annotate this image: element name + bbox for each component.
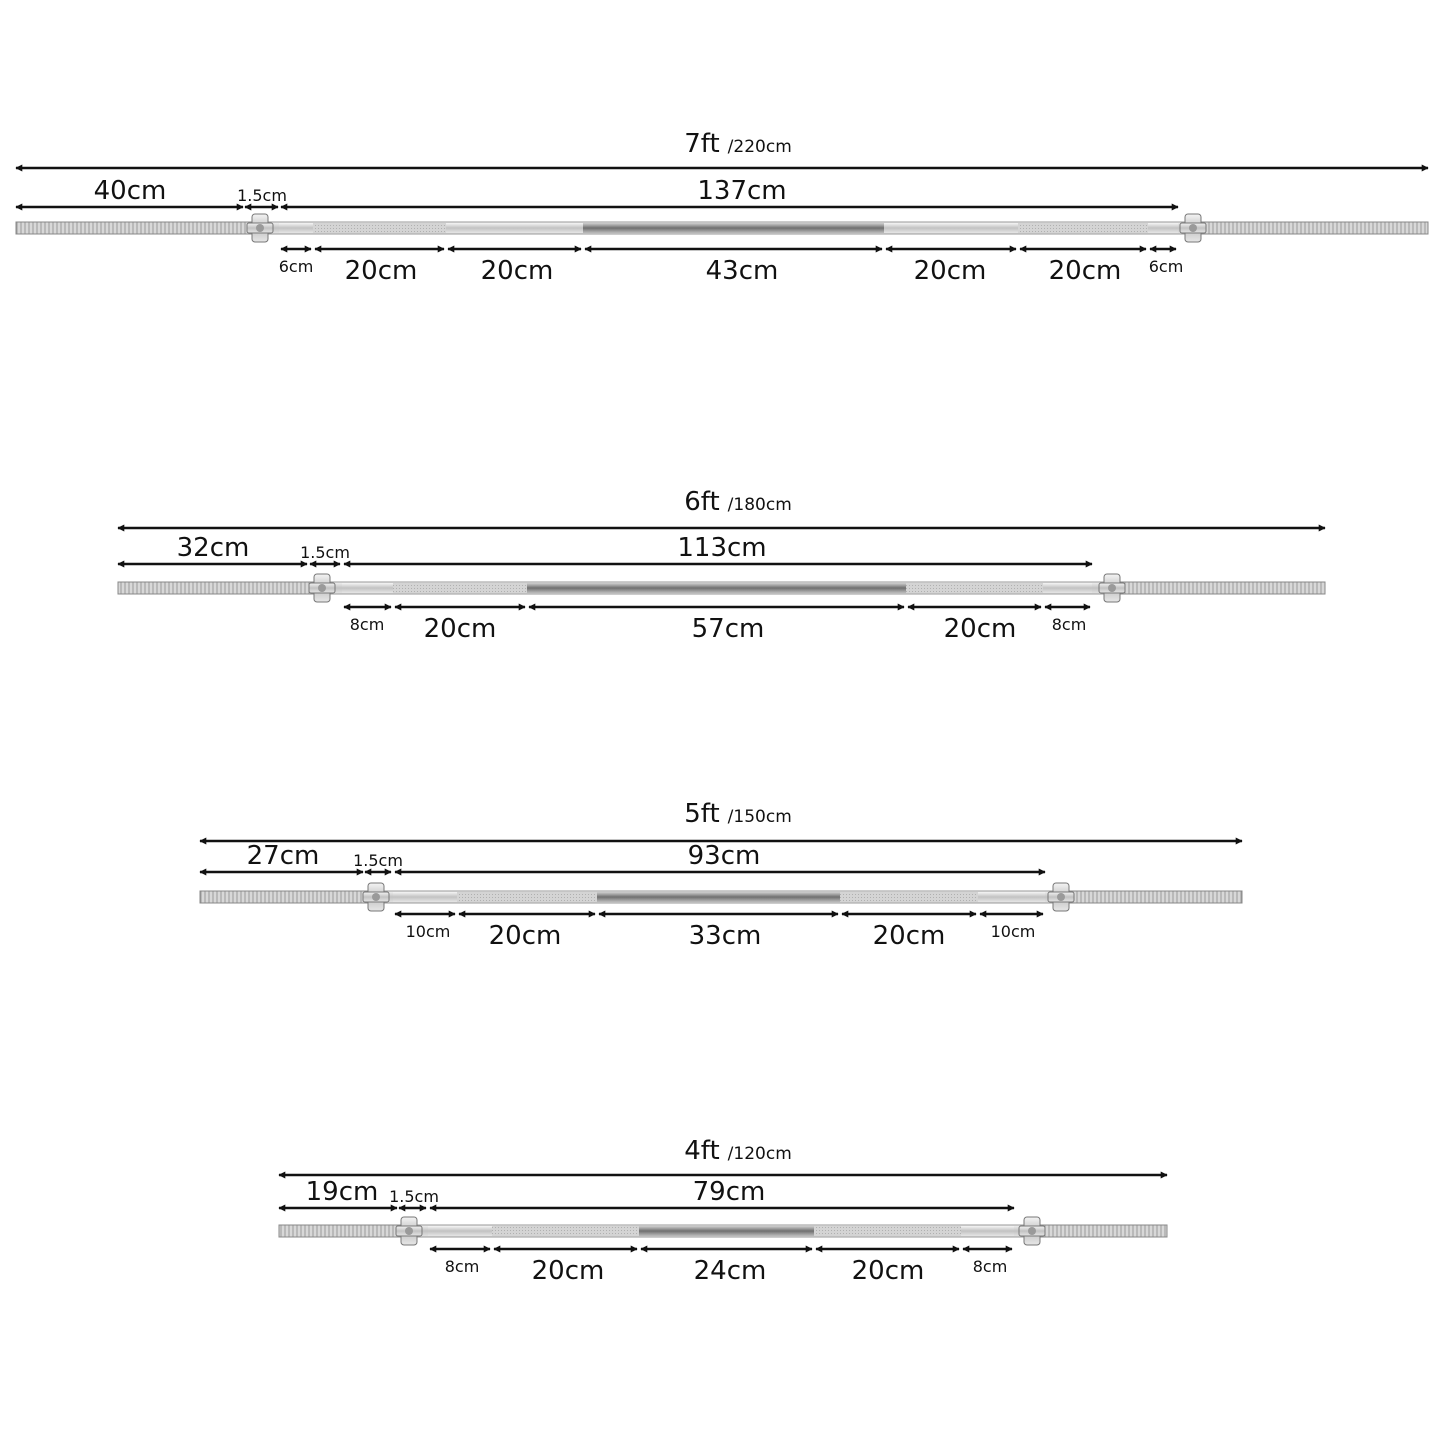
top-dimension-label: 1.5cm — [300, 543, 350, 562]
top-dimension-label: 1.5cm — [237, 186, 287, 205]
shaft-section — [906, 583, 1043, 593]
bottom-dimension-label: 20cm — [943, 614, 1017, 644]
top-dimension-label: 93cm — [687, 841, 761, 871]
shaft-section — [1018, 223, 1148, 233]
top-dimension-label: 32cm — [176, 533, 250, 563]
top-dimension-label: 40cm — [93, 176, 167, 206]
shaft-section — [840, 892, 978, 902]
bottom-dimension-label: 10cm — [990, 922, 1036, 941]
top-dimension-label: 27cm — [246, 841, 320, 871]
center-grip-section — [583, 223, 884, 233]
bottom-dimension-label: 20cm — [488, 921, 562, 951]
barbell-5ft — [200, 799, 1242, 951]
shaft-section — [814, 1226, 961, 1236]
bottom-dimension-label: 20cm — [1048, 256, 1122, 286]
shaft-section — [393, 892, 457, 902]
left-sleeve-thread — [16, 222, 252, 234]
right-sleeve-thread — [1120, 582, 1325, 594]
bottom-dimension-label: 8cm — [972, 1257, 1008, 1276]
left-sleeve-thread — [200, 891, 368, 903]
bar-title-metric: /180cm — [727, 495, 792, 515]
bar-title — [684, 1136, 792, 1166]
bar-title-length: 5ft — [684, 799, 720, 829]
bar-title — [684, 487, 792, 517]
bottom-dimension-label: 20cm — [872, 921, 946, 951]
bar-title-metric: /220cm — [727, 137, 792, 157]
bottom-dimension-label: 20cm — [851, 1256, 925, 1286]
top-dimension-label: 1.5cm — [389, 1187, 439, 1206]
bottom-dimension-label: 24cm — [693, 1256, 767, 1286]
shaft-section — [342, 583, 393, 593]
shaft-section — [446, 223, 583, 233]
shaft-section — [978, 892, 1045, 902]
bar-title-length: 6ft — [684, 487, 720, 517]
left-collar — [309, 574, 335, 602]
barbell-6ft — [118, 487, 1325, 644]
left-collar — [363, 883, 389, 911]
shaft-section — [457, 892, 597, 902]
left-collar — [396, 1217, 422, 1245]
left-sleeve-thread — [118, 582, 314, 594]
bar-title-length: 4ft — [684, 1136, 720, 1166]
top-dimension-label: 137cm — [697, 176, 787, 206]
right-sleeve-thread — [1069, 891, 1242, 903]
barbell-4ft — [279, 1136, 1167, 1286]
shaft-section — [961, 1226, 1014, 1236]
shaft-section — [1148, 223, 1178, 233]
bar-title-length: 7ft — [684, 129, 720, 159]
top-dimension-label: 113cm — [677, 533, 767, 563]
shaft-section — [1043, 583, 1092, 593]
bottom-dimension-label: 8cm — [444, 1257, 480, 1276]
shaft-section — [884, 223, 1018, 233]
bottom-dimension-label: 20cm — [531, 1256, 605, 1286]
right-sleeve-thread — [1040, 1225, 1167, 1237]
left-sleeve-thread — [279, 1225, 401, 1237]
shaft-section — [428, 1226, 492, 1236]
shaft-section — [492, 1226, 639, 1236]
bottom-dimension-label: 6cm — [1148, 257, 1184, 276]
bottom-dimension-label: 20cm — [423, 614, 497, 644]
bottom-dimension-label: 8cm — [349, 615, 385, 634]
bar-title-metric: /150cm — [727, 807, 792, 827]
right-collar — [1099, 574, 1125, 602]
bottom-dimension-label: 20cm — [913, 256, 987, 286]
bottom-dimension-label: 10cm — [405, 922, 451, 941]
center-grip-section — [527, 583, 906, 593]
bar-title-metric: /120cm — [727, 1144, 792, 1164]
shaft-section — [313, 223, 446, 233]
bottom-dimension-label: 20cm — [480, 256, 554, 286]
bar-title — [684, 129, 792, 159]
bar-title — [684, 799, 792, 829]
left-collar — [247, 214, 273, 242]
center-grip-section — [639, 1226, 814, 1236]
bottom-dimension-label: 8cm — [1051, 615, 1087, 634]
top-dimension-label: 19cm — [305, 1177, 379, 1207]
bottom-dimension-label: 33cm — [688, 921, 762, 951]
bottom-dimension-label: 43cm — [705, 256, 779, 286]
bottom-dimension-label: 6cm — [278, 257, 314, 276]
top-dimension-label: 79cm — [692, 1177, 766, 1207]
shaft-section — [279, 223, 313, 233]
right-collar — [1019, 1217, 1045, 1245]
center-grip-section — [597, 892, 840, 902]
right-collar — [1180, 214, 1206, 242]
right-collar — [1048, 883, 1074, 911]
bottom-dimension-label: 57cm — [691, 614, 765, 644]
shaft-section — [393, 583, 527, 593]
right-sleeve-thread — [1201, 222, 1428, 234]
barbell-7ft — [16, 129, 1428, 286]
bottom-dimension-label: 20cm — [344, 256, 418, 286]
top-dimension-label: 1.5cm — [353, 851, 403, 870]
